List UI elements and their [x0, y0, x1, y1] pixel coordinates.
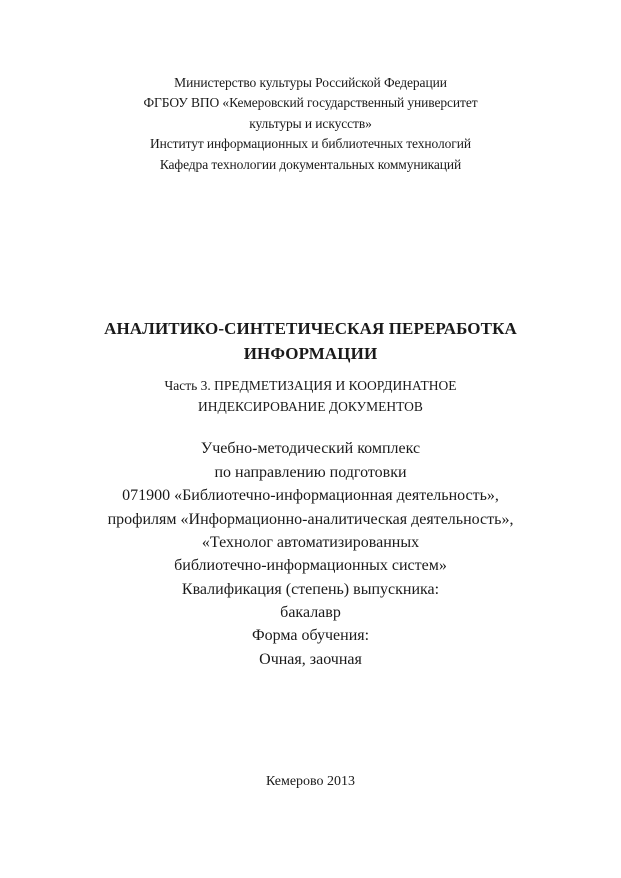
- description-line: по направлению подготовки: [214, 464, 407, 481]
- description-line: 071900 «Библиотечно-информационная деятельность»,: [122, 487, 499, 504]
- study-form-label: Форма обучения:: [251, 627, 370, 644]
- place-year: Кемерово 2013: [265, 774, 356, 789]
- qualification-value: бакалавр: [280, 604, 341, 621]
- university-line-continued: культуры и искусств»: [249, 116, 372, 131]
- description-line: «Технолог автоматизированных: [201, 534, 420, 551]
- description-line: библиотечно-информационных систем»: [174, 557, 447, 574]
- university-line: ФГБОУ ВПО «Кемеровский государственный университет: [143, 95, 478, 110]
- document-title-line-2: ИНФОРМАЦИИ: [243, 344, 378, 363]
- department-line: Кафедра технологии документальных коммуникаций: [159, 157, 462, 172]
- study-form-value: Очная, заочная: [259, 651, 362, 668]
- ministry-line: Министерство культуры Российской Федерации: [174, 75, 447, 90]
- qualification-label: Квалификация (степень) выпускника:: [181, 581, 440, 598]
- institute-line: Институт информационных и библиотечных технологий: [150, 136, 471, 151]
- part-subtitle-line-2: ИНДЕКСИРОВАНИЕ ДОКУМЕНТОВ: [198, 399, 423, 414]
- description-line: профилям «Информационно-аналитическая деятельность»,: [107, 511, 514, 528]
- part-subtitle-line-1: Часть 3. ПРЕДМЕТИЗАЦИЯ И КООРДИНАТНОЕ: [164, 378, 457, 393]
- description-line: Учебно-методический комплекс: [200, 440, 421, 457]
- document-title-line-1: АНАЛИТИКО-СИНТЕТИЧЕСКАЯ ПЕРЕРАБОТКА: [104, 319, 517, 338]
